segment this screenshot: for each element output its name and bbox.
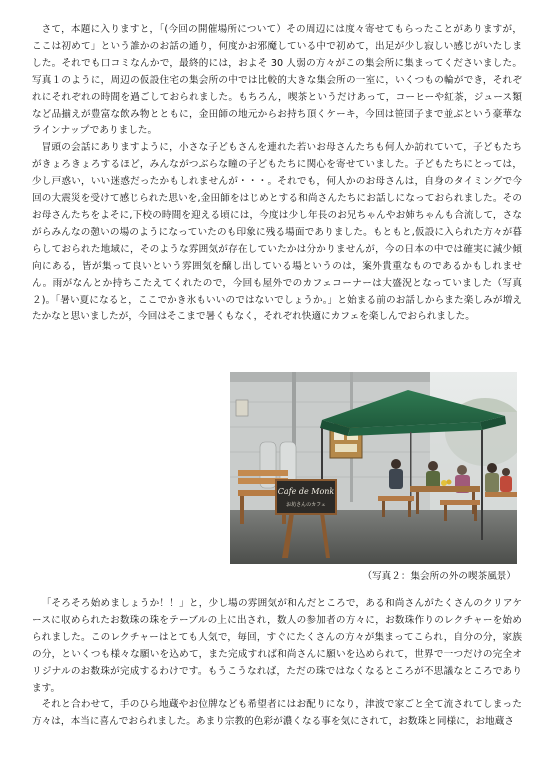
photo-cafe-outdoor xyxy=(230,372,517,564)
sign-title: Cafe de Monk xyxy=(277,487,335,496)
photo-illustration xyxy=(230,372,517,564)
photo-caption: （写真２：集会所の外の喫茶風景） xyxy=(362,571,516,582)
body-text-bottom xyxy=(32,596,522,731)
paragraph: それと合わせて，手のひら地蔵やお位牌なども希望者にはお配りになり，津波で家ごと全て流されてしまった方々は，本当に喜んでおられました。あまり宗教的色彩が濃くなる事を気にされて，お数珠と同様に，お地蔵さ xyxy=(32,699,522,728)
body-text-top xyxy=(32,22,522,326)
paragraph: さて，本題に入りますと，「(今回の開催場所について）その周辺には度々寄せてもらったことがありますが，ここは初めて」という誰かのお話の通り，何度かお邪魔している中で初めて，出足が少し寂しい感じがいたしました。それでも口コミなんかで，最終的には，およそ 30 人弱の方々がこの集会所に集まってくださいました。写真１のように，周辺の仮設住宅の集会所の中では比較的大きな集会所の一室に，いくつもの輪ができ，それぞれにそれぞれの時間を過ごしておられました。もちろん，喫茶というだけあって，コーヒーや紅茶，ジュース類など品揃えが豊富な飲み物とともに，金田師の地元からお持ち頂くケーキ，今回は笹団子まで並ぶという豪華なラインナップでありました。 xyxy=(32,24,522,137)
paragraph: 冒頭の会話にありますように，小さな子どもさんを連れた若いお母さんたちも何人か訪れていて，子どもたちがきょろきょろするほど，みんながつぶらな瞳の子どもたちに関心を寄せていました。子どもたちにとっては，少し戸惑い，いい迷惑だったかもしれませんが・・・。それでも，何人かのお母さんは，自身のタイミングで今回の大震災を受けて感じられた思いを,金田師をはじめとする和尚さんたちにお話しになっておられました。そのお母さんたちをよそに,下校の時間を迎える頃には，今度は少し年長のお兄ちゃんやお姉ちゃんも合流して，さながらみんなの憩いの場のようになっていたのも印象に残る場面でありました。もともと,仮設に入られた方々が暮らしておられた地域に，そのような雰囲気が存在していたかは分かりませんが，今の日本の中では確実に減少傾向にある，皆が集って良いという雰囲気を醸し出している場というのは，案外貴重なものであるかもしれません。雨がなんとか持ちこたえてくれたので，今回も屋外でのカフェコーナーは大盛況となっていました（写真２)。「暑い夏になると，ここでかき氷もいいのではないでしょうか。」と始まる前のお話しからまた楽しみが増えたかなと思いましたが，今回はそこまで暑くもなく，それぞれ快適にカフェを楽しんでおられました。 xyxy=(32,142,522,323)
paragraph: 「そろそろ始めましょうか！！」と，少し場の雰囲気が和んだところで，ある和尚さんがたくさんのクリアケースに収められたお数珠の珠をテーブルの上に出され，数人の参加者の方々に，お数珠作りのレクチャーを始められました。このレクチャーはとても人気で，毎回，すぐにたくさんの方々が集まってこられ，自分の分，家族の分，といくつも様々な願いを込めて，また完成すれば和尚さんに願いを込められて，世界で一つだけの完全オリジナルのお数珠が完成するわけです。もうこうなれば，ただの珠ではなくなるところが不思議なところであります。 xyxy=(32,598,522,694)
sign-subtitle: お坊さんのカフェ xyxy=(286,502,326,508)
